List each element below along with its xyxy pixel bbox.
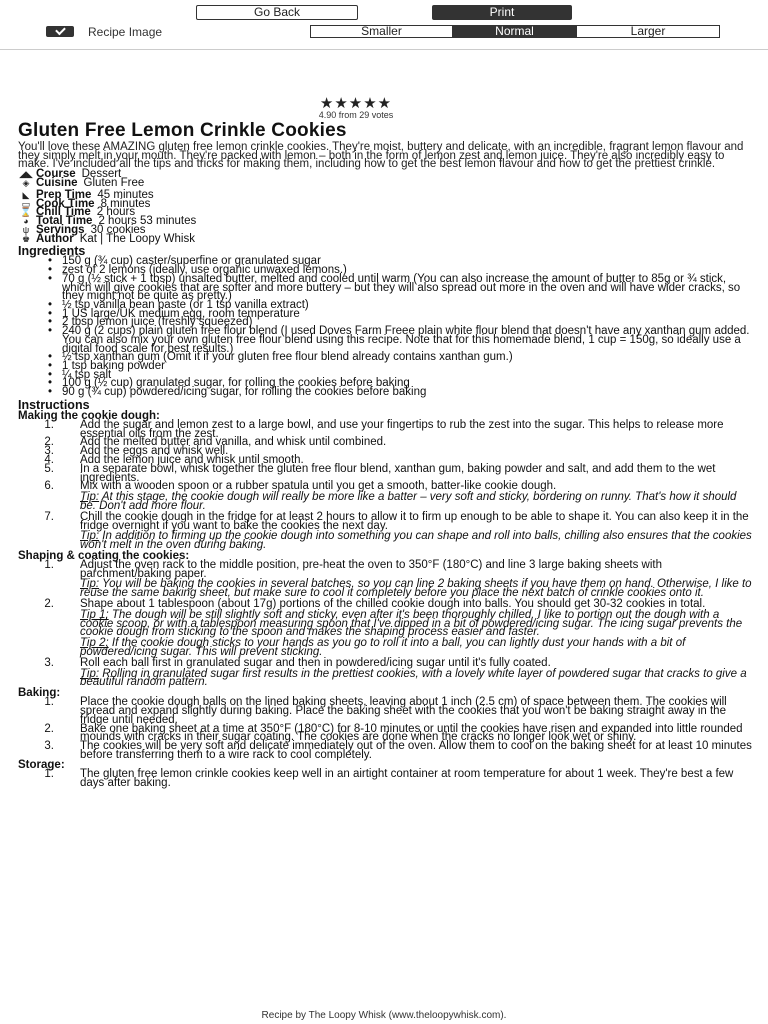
ingredient-item: • 150 g (¾ cup) caster/superfine or granulated sugar	[48, 257, 754, 266]
step-tip: Tip: Rolling in granulated sugar first results in the prettiest cookies, with a lovely white layer of powdered sugar that cracks to give a beautiful random pattern.	[80, 667, 747, 689]
ingredient-item: • 70 g (½ stick + 1 tbsp) unsalted butter, melted and cooled until warm (You can also increase the amount of butter to 85g or ¾ stick, which will give cookies that are softer and more buttery – but they will also spread out more in the oven and will have wider cracks, so they might not be quite as pretty.)	[48, 275, 754, 301]
step-text: Add the lemon juice and whisk until smooth.	[80, 453, 304, 466]
recipe-card	[18, 95, 754, 789]
print-button[interactable]: Print	[432, 5, 572, 20]
step-text: Add the eggs and whisk well.	[80, 445, 229, 458]
instruction-step: 5. In a separate bowl, whisk together the gluten free flour blend, xanthan gum, baking powder and salt, and add them to the wet ingredients.	[44, 462, 716, 484]
meta-value: Gluten Free	[83, 176, 145, 189]
step-text: The cookies will be very soft and delicate immediately out of the oven. Allow them to cool on the baking sheet for at least 10 minutes before transferring them to a wire rack to cool completely.	[80, 740, 752, 762]
meta-label: Cuisine	[36, 176, 78, 189]
step-text: Shape about 1 tablespoon (about 17g) portions of the chilled cookie dough into balls. You should get 30-32 cookies in total.	[80, 598, 706, 611]
instruction-steps	[36, 558, 754, 689]
size-smaller-button[interactable]: Smaller	[311, 26, 453, 37]
step-text: The gluten free lemon crinkle cookies keep well in an airtight container at room temperature for about 1 week. They're best a few days after baking.	[80, 767, 734, 789]
fork-knife-icon: ψ	[22, 224, 30, 235]
instruction-step: 6. Mix with a wooden spoon or a rubber spatula until you get a smooth, batter-like cookie dough. Tip: At this stage, the cookie dough will really be more like a batter – very soft and sticky, bordering on runny. That's how it should be. Don't add more flour.	[36, 482, 754, 510]
checkbox-icon[interactable]	[46, 26, 74, 37]
course-icon: ◢◣	[19, 169, 33, 180]
ingredient-item: • 1 US large/UK medium egg, room temperature	[48, 310, 754, 319]
instruction-step: 2. Add the melted butter and vanilla, and whisk until combined.	[44, 436, 387, 449]
cooking-pot-icon: ▭	[21, 198, 31, 209]
recipe-image-toggle[interactable]	[46, 25, 162, 38]
meta-label: Course	[36, 168, 76, 181]
ingredient-item: • 90 g (¾ cup) powdered/icing sugar, for rolling the cookies before baking	[48, 388, 754, 397]
meta-value: Dessert	[81, 168, 122, 181]
ingredient-item: • 1 tsp baking powder	[48, 362, 754, 371]
meta-author	[18, 232, 754, 245]
ingredient-item: • 240 g (2 cups) plain gluten free flour blend (I used Doves Farm Freee plain white flour blend that doesn't have any xanthan gum added. You can also mix your own gluten free flour blend using this recipe. Note that for this homemade blend, 1 cup = 150g, so ideally use a digital food scale for best results.)	[48, 327, 754, 353]
instruction-group-title: Making the cookie dough:	[18, 409, 160, 422]
instruction-steps	[36, 698, 754, 760]
step-tip: Tip 2: If the cookie dough sticks to your hands as you go to roll it into a ball, you can lightly dust your hands with a bit of powdered/icing sugar. This will prevent sticking.	[80, 637, 686, 659]
cuisine-icon: ◈	[22, 177, 30, 188]
instruction-step: 1. Place the cookie dough balls on the lined baking sheets, leaving about 1 inch (2.5 cm) of space between them. The cookies will spread and expand slightly during baking. Place the baking sheet with the cookies that you won't be baking straight away in the fridge until needed.	[44, 696, 727, 726]
instruction-step: 3. Add the eggs and whisk well.	[44, 445, 229, 458]
instruction-step: 1. Adjust the oven rack to the middle position, pre-heat the oven to 350°F (180°C) and line 3 large baking sheets with parchment/baking paper. Tip: You will be baking the cookies in several batches, so you can line 2 baking sheets if you have them on hand. Otherwise, I like to reuse the same baking sheet, but make sure to cool it completely before you place the next batch of crinkle cookies onto it.	[36, 561, 754, 598]
rating-stars-icon[interactable]: ★★★★★	[319, 95, 393, 112]
step-text: Add the melted butter and vanilla, and whisk until combined.	[80, 436, 387, 449]
instruction-group-title: Shaping & coating the cookies:	[18, 549, 190, 562]
instruction-group-title: Storage:	[18, 758, 65, 771]
size-normal-button[interactable]: Normal	[453, 26, 577, 37]
recipe-title: Gluten Free Lemon Crinkle Cookies	[18, 120, 347, 141]
clock-icon: ◕	[23, 216, 29, 227]
instruction-steps	[36, 418, 754, 552]
size-larger-button[interactable]: Larger	[577, 26, 719, 37]
ingredients-heading: Ingredients	[18, 244, 86, 259]
instruction-step: 1. Add the sugar and lemon zest to a large bowl, and use your fingertips to rub the zest into the sugar. This helps to release more essential oils from the zest.	[44, 418, 724, 440]
recipe-image-label: Recipe Image	[88, 24, 163, 39]
ingredient-item: • ¼ tsp salt	[48, 371, 754, 380]
chef-hat-icon: ♚	[21, 233, 31, 244]
hourglass-icon: ⌛	[20, 207, 32, 218]
instruction-step: 3. The cookies will be very soft and delicate immediately out of the oven. Allow them to cool on the baking sheet for at least 10 minutes before transferring them to a wire rack to cool completely.	[44, 740, 752, 762]
instruction-step: 2. Bake one baking sheet at a time at 350°F (180°C) for 8-10 minutes or until the cookies have risen and expanded into little rounded mounds with cracks in their sugar coating. The cookies are done when the cracks no longer look wet or shiny.	[44, 722, 743, 744]
step-tip: Tip 1: The dough will be still slightly soft and sticky, even after it's been thoroughly chilled. I like to portion out the dough with a cookie scoop, or with a tablespoon measuring spoon that I've dipped in a bit of powdered/icing sugar. The icing sugar prevents the cookie dough from sticking to the spoon and makes the shaping process easier and faster.	[80, 608, 743, 639]
recipe-credit: Recipe by The Loopy Whisk (www.theloopywhisk.com).	[261, 1010, 507, 1021]
instruction-step: 1. The gluten free lemon crinkle cookies keep well in an airtight container at room temperature for about 1 week. They're best a few days after baking.	[44, 767, 734, 789]
knife-icon: ◣	[22, 189, 30, 200]
meta-label: Cook Time	[36, 197, 95, 210]
meta-value: 2 hours 53 minutes	[98, 215, 197, 228]
step-text: Mix with a wooden spoon or a rubber spatula until you get a smooth, batter-like cookie dough.	[80, 480, 557, 493]
ingredient-item: • 2 tbsp lemon juice (freshly squeezed)	[48, 318, 754, 327]
step-tip: Tip: In addition to firming up the cookie dough into something you can shape and roll into balls, chilling also ensures that the cookies won't melt in the oven during baking.	[80, 530, 752, 552]
rating-votes: 4.90 from 29 votes	[318, 110, 394, 120]
instruction-step: 7. Chill the cookie dough in the fridge for at least 2 hours to allow it to firm up enough to be able to shape it. You can also keep it in the fridge overnight if you want to bake the cookies the next day. Tip: In addition to firming up the cookie dough into something you can shape and roll into balls, chilling also ensures that the cookies won't melt in the oven during baking.	[36, 513, 754, 550]
meta-value: Kat | The Loopy Whisk	[79, 232, 195, 245]
meta-value: 30 cookies	[90, 223, 146, 236]
meta-label: Chill Time	[36, 206, 91, 219]
text-size-selector	[310, 25, 720, 38]
instructions-heading: Instructions	[18, 397, 90, 412]
ingredient-item: • ½ tsp vanilla bean paste (or 1 tsp vanilla extract)	[48, 301, 754, 310]
meta-label: Author	[36, 232, 74, 245]
instruction-step: 4. Add the lemon juice and whisk until smooth.	[44, 453, 304, 466]
instruction-group-title: Baking:	[18, 687, 61, 700]
step-tip: Tip: You will be baking the cookies in several batches, so you can line 2 baking sheets if you have them on hand. Otherwise, I like to reuse the same baking sheet, but make sure to cool it completely before you place the next batch of crinkle cookies onto it.	[80, 578, 752, 600]
recipe-description: You'll love these AMAZING gluten free lemon crinkle cookies. They're moist, buttery and delicate, with an incredible, fragrant lemon flavour and they simply melt in your mouth. They're packed with lemon – both in the form of lemon zest and lemon juice. They're also incredibly easy to make. I've included all the tips and tricks for making them, including how to get the best lemon flavour and how to get the prettiest crinkle.	[18, 141, 744, 171]
meta-value: 45 minutes	[97, 188, 154, 201]
ingredient-item: • zest of 2 lemons (ideally, use organic unwaxed lemons.)	[48, 266, 754, 275]
meta-value: 2 hours	[96, 206, 136, 219]
step-text: Chill the cookie dough in the fridge for at least 2 hours to allow it to firm up enough to be able to shape it. You can also keep it in the fridge overnight if you want to bake the cookies the next day.	[80, 510, 749, 532]
instruction-step: 2. Shape about 1 tablespoon (about 17g) portions of the chilled cookie dough into balls. You should get 30-32 cookies in total. Tip 1: The dough will be still slightly soft and sticky, even after it's been thoroughly chilled. I like to portion out the dough with a cookie scoop, or with a tablespoon measuring spoon that I've dipped in a bit of powdered/icing sugar. The icing sugar prevents the cookie dough from sticking to the spoon and makes the shaping process easier and faster. Tip 2: If the cookie dough sticks to your hands as you go to roll it into a ball, you can lightly dust your hands with a bit of powdered/icing sugar. This will prevent sticking.	[36, 600, 754, 657]
meta-value: 8 minutes	[100, 197, 151, 210]
step-text: Add the sugar and lemon zest to a large bowl, and use your fingertips to rub the zest into the sugar. This helps to release more essential oils from the zest.	[80, 418, 724, 440]
recipe-meta	[18, 170, 754, 243]
ingredient-item: • ½ tsp xanthan gum (Omit it if your gluten free flour blend already contains xanthan gum.)	[48, 353, 754, 362]
meta-label: Prep Time	[36, 188, 92, 201]
step-text: Adjust the oven rack to the middle position, pre-heat the oven to 350°F (180°C) and line 3 large baking sheets with parchment/baking paper.	[80, 558, 662, 580]
step-text: In a separate bowl, whisk together the gluten free flour blend, xanthan gum, baking powder and salt, and add them to the wet ingredients.	[80, 462, 716, 484]
instruction-step: 3. Roll each ball first in granulated sugar and then in powdered/icing sugar until it's fully coated. Tip: Rolling in granulated sugar first results in the prettiest cookies, with a lovely white layer of powdered sugar that cracks to give a beautiful random pattern.	[36, 659, 754, 687]
step-text: Bake one baking sheet at a time at 350°F (180°C) for 8-10 minutes or until the cookies have risen and expanded into little rounded mounds with cracks in their sugar coating. The cookies are done when the cracks no longer look wet or shiny.	[80, 722, 743, 744]
meta-cuisine	[18, 176, 754, 189]
step-text: Roll each ball first in granulated sugar and then in powdered/icing sugar until it's fully coated.	[80, 656, 551, 669]
meta-label: Total Time	[36, 215, 93, 228]
meta-label: Servings	[36, 223, 85, 236]
step-tip: Tip: At this stage, the cookie dough will really be more like a batter – very soft and sticky, bordering on runny. That's how it should be. Don't add more flour.	[80, 491, 737, 512]
print-toolbar	[0, 0, 768, 50]
ingredient-item: • 100 g (½ cup) granulated sugar, for rolling the cookies before baking	[48, 379, 754, 388]
step-text: Place the cookie dough balls on the lined baking sheets, leaving about 1 inch (2.5 cm) of space between them. The cookies will spread and expand slightly during baking. Place the baking sheet with the cookies that you won't be baking straight away in the fridge until needed.	[80, 696, 727, 726]
instruction-steps	[36, 767, 754, 789]
go-back-button[interactable]: Go Back	[196, 5, 358, 20]
ingredients-list	[48, 255, 754, 399]
